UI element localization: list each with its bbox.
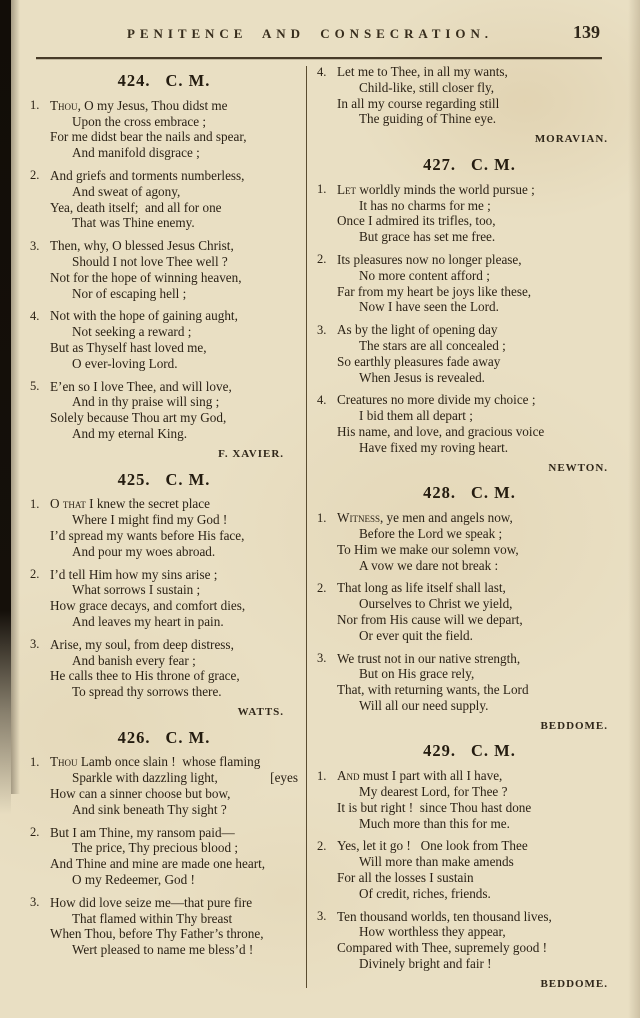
verse-line: That, with returning wants, the Lord	[337, 682, 529, 698]
verse	[317, 392, 622, 455]
verse-lines	[337, 392, 622, 455]
verse	[317, 64, 622, 127]
verse-line: And sweat of agony,	[72, 183, 181, 199]
smallcaps-lead: O that	[50, 496, 86, 512]
verse-line: Nor from His cause will we depart,	[337, 611, 523, 627]
verse-number: 1.	[317, 510, 327, 525]
verse-line: For me didst bear the nails and spear,	[50, 129, 247, 145]
verse	[30, 825, 298, 888]
hymn-meter: C. M.	[471, 154, 516, 174]
verse	[317, 580, 622, 643]
verse-number: 3.	[317, 651, 327, 665]
verse-line: I’d tell Him how my sins arise ;	[50, 566, 218, 582]
column-left	[30, 64, 298, 965]
verse-line: But grace has set me free.	[359, 229, 496, 245]
verse-line: And in thy praise will sing ;	[72, 394, 220, 410]
verse-lines	[337, 64, 622, 127]
smallcaps-lead: Witness	[337, 510, 380, 526]
verse-line: Will more than make amends	[359, 854, 514, 870]
hymn-meter: C. M.	[165, 469, 211, 489]
verse-number: 3.	[30, 895, 40, 910]
verse-line: I’d spread my wants before His face,	[50, 527, 245, 543]
verse	[317, 909, 622, 972]
verse-line	[50, 770, 298, 786]
verse-line: Thou, O my Jesus, Thou didst me	[50, 97, 228, 113]
verse-line: Of credit, riches, friends.	[359, 885, 491, 901]
verse-line: Creatures no more divide my choice ;	[337, 392, 536, 408]
verse-number: 3.	[317, 909, 327, 924]
verse-number: 2.	[30, 567, 40, 582]
verse-lines	[337, 768, 622, 831]
verse-line: He calls thee to His throne of grace,	[50, 668, 240, 684]
verse-number: 5.	[30, 379, 40, 394]
verse-line: O ever-loving Lord.	[72, 355, 178, 371]
verse-line: That was Thine enemy.	[72, 215, 195, 231]
verse-line: No more content afford ;	[359, 267, 490, 283]
verse-number: 4.	[30, 308, 40, 323]
verse-line: And my eternal King.	[72, 425, 187, 441]
verse-line: Not seeking a reward ;	[72, 324, 192, 340]
hymn-number: 428.	[423, 483, 456, 503]
verse-lines	[50, 168, 298, 231]
verse-line: Upon the cross embrace ;	[72, 113, 207, 129]
verse-line: In all my course regarding still	[337, 95, 500, 111]
verse-lines	[50, 825, 298, 888]
verse	[30, 98, 298, 161]
verse-line: It has no charms for me ;	[359, 197, 491, 213]
verse-line: Divinely bright and fair !	[359, 956, 492, 972]
page-number: 139	[573, 22, 600, 42]
column-right	[317, 64, 622, 1000]
verse-line: O my Redeemer, God !	[72, 872, 195, 888]
verse-line: And Thine and mine are made one heart,	[50, 856, 266, 872]
verse-line-text: Sparkle with dazzling light,	[72, 770, 218, 786]
hymn-heading	[30, 469, 298, 489]
verse-line: Child-like, still closer fly,	[359, 79, 495, 95]
verse-line: The guiding of Thine eye.	[359, 111, 497, 127]
verse	[317, 182, 622, 245]
verse	[317, 768, 622, 831]
verse-line: How worthless they appear,	[359, 924, 506, 940]
attribution: BEDDOME.	[540, 719, 608, 732]
verse-line: Ourselves to Christ we yield,	[359, 596, 513, 612]
verse-lines	[50, 567, 298, 630]
verse-line: Solely because Thou art my God,	[50, 410, 227, 426]
verse-lines	[50, 496, 298, 559]
page-edge-shading	[628, 0, 640, 1018]
verse-number: 1.	[317, 768, 327, 783]
verse-line: The stars are all concealed ;	[359, 337, 506, 353]
smallcaps-lead: And	[337, 768, 360, 784]
verse-lines	[50, 238, 298, 301]
attribution: WATTS.	[237, 705, 284, 718]
verse-line: Let worldly minds the world pursue ;	[337, 181, 535, 197]
verse-lines	[50, 98, 298, 161]
verse-line: That flamed within Thy breast	[72, 910, 233, 926]
verse-line: Compared with Thee, supremely good !	[337, 940, 547, 956]
verse-line: Should I not love Thee well ?	[72, 253, 228, 269]
verse-line: E’en so I love Thee, and will love,	[50, 378, 232, 394]
verse-line: Let me to Thee, in all my wants,	[337, 64, 508, 79]
attribution: F. XAVIER.	[218, 447, 284, 460]
verse-number: 1.	[30, 754, 40, 769]
verse-lines	[50, 637, 298, 700]
verse-line: Yea, death itself; and all for one	[50, 199, 222, 215]
verse-line: Wert pleased to name me bless’d !	[72, 942, 254, 958]
verse-line: Not with the hope of gaining aught,	[50, 308, 238, 324]
smallcaps-lead: Let	[337, 181, 357, 197]
verse-number: 2.	[30, 825, 40, 840]
verse-line: Then, why, O blessed Jesus Christ,	[50, 238, 234, 254]
verse-line: Witness, ye men and angels now,	[337, 510, 513, 526]
verse-lines	[337, 909, 622, 972]
verse-line: But I am Thine, my ransom paid—	[50, 824, 235, 840]
verse-line: Yes, let it go ! One look from Thee	[337, 838, 528, 854]
verse-line: Much more than this for me.	[359, 815, 510, 831]
verse-number: 4.	[317, 392, 327, 407]
verse-line: Arise, my soul, from deep distress,	[50, 636, 234, 652]
verse	[30, 754, 298, 817]
verse-line: Where I might find my God !	[72, 512, 228, 528]
verse-lines	[337, 182, 622, 245]
verse-line: Have fixed my roving heart.	[359, 439, 509, 455]
verse-line: How grace decays, and comfort dies,	[50, 598, 246, 614]
verse-lines	[337, 651, 622, 714]
verse-lines	[337, 580, 622, 643]
attribution: MORAVIAN.	[534, 133, 608, 146]
hymn-heading	[317, 154, 622, 174]
hymn-meter: C. M.	[165, 71, 211, 90]
verse-line: And pour my woes abroad.	[72, 543, 216, 559]
verse-line: And griefs and torments numberless,	[50, 167, 245, 183]
verse-line: And banish every fear ;	[72, 652, 196, 668]
verse-line: Or ever quit the field.	[359, 627, 473, 643]
attribution: NEWTON.	[548, 461, 608, 474]
hymn-meter: C. M.	[165, 727, 211, 747]
hymn-number: 427.	[423, 154, 456, 174]
hymn-number: 429.	[423, 741, 456, 761]
running-title: PENITENCE AND CONSECRATION.	[127, 26, 493, 41]
verse-line: To Him we make our solemn vow,	[337, 541, 519, 557]
verse-number: 1.	[317, 182, 327, 197]
hymn-heading	[30, 727, 298, 747]
verse-line: Now I have seen the Lord.	[359, 299, 499, 315]
verse-line: Once I admired its trifles, too,	[337, 213, 496, 229]
verse	[30, 379, 298, 442]
hymn-heading	[30, 73, 298, 89]
hymn-meter: C. M.	[471, 741, 516, 761]
verse	[317, 510, 622, 573]
verse	[317, 651, 622, 714]
verse-number: 3.	[30, 637, 40, 652]
verse-number: 2.	[317, 580, 327, 595]
verse-line: As by the light of opening day	[337, 322, 498, 338]
column-divider	[306, 66, 307, 988]
verse	[30, 496, 298, 559]
verse-line: O that I knew the secret place	[50, 496, 210, 512]
verse-number: 4.	[317, 64, 327, 79]
verse-line: And sink beneath Thy sight ?	[72, 801, 227, 817]
verse-line: But on His grace rely,	[359, 666, 475, 682]
hymn-meter: C. M.	[471, 483, 516, 503]
verse-line: When Thou, before Thy Father’s throne,	[50, 926, 264, 942]
verse	[317, 838, 622, 901]
verse-line: And manifold disgrace ;	[72, 145, 200, 161]
verse-lines	[337, 510, 622, 573]
verse-lines	[50, 754, 298, 817]
verse-line: Ten thousand worlds, ten thousand lives,	[337, 908, 552, 924]
verse-number: 2.	[30, 168, 40, 183]
verse-number: 3.	[30, 238, 40, 253]
book-gutter-shadow	[0, 0, 11, 1018]
verse-line: What sorrows I sustain ;	[72, 582, 201, 598]
smallcaps-lead: Thou	[50, 754, 78, 770]
verse-lines	[337, 252, 622, 315]
verse-line: My dearest Lord, for Thee ?	[359, 784, 508, 800]
attribution: BEDDOME.	[540, 977, 608, 990]
book-gutter-shadow-soft	[11, 0, 20, 794]
verse	[317, 252, 622, 315]
verse-line: Its pleasures now no longer please,	[337, 251, 522, 267]
hymn-heading	[317, 485, 622, 501]
verse-line: That long as life itself shall last,	[337, 580, 506, 596]
verse-line: But as Thyself hast loved me,	[50, 339, 207, 355]
verse-line: How did love seize me—that pure fire	[50, 894, 253, 910]
verse-lines	[50, 379, 298, 442]
verse-number: 1.	[30, 98, 40, 113]
verse-number: 2.	[317, 252, 327, 267]
hymn-heading	[317, 743, 622, 759]
verse-line: It is but right ! since Thou hast done	[337, 799, 532, 815]
verse-line: Thou Lamb once slain ! whose flaming	[50, 754, 261, 770]
hymn-number: 424.	[117, 71, 151, 90]
verse	[30, 637, 298, 700]
verse	[30, 238, 298, 301]
verse-line: Not for the hope of winning heaven,	[50, 269, 242, 285]
verse-line: The price, Thy precious blood ;	[72, 840, 239, 856]
verse-line: We trust not in our native strength,	[337, 650, 521, 666]
verse-lines	[337, 322, 622, 385]
verse-number: 3.	[317, 322, 327, 337]
verse-lines	[337, 838, 622, 901]
header-rule	[36, 57, 602, 59]
verse-line: Before the Lord we speak ;	[359, 525, 503, 541]
verse-line: Nor of escaping hell ;	[72, 285, 187, 301]
smallcaps-lead: Thou	[50, 97, 78, 113]
verse-line: So earthly pleasures fade away	[337, 353, 501, 369]
verse-line: I bid them all depart ;	[359, 408, 473, 424]
verse-line: How can a sinner choose but bow,	[50, 786, 231, 802]
verse-line: Will all our need supply.	[359, 697, 489, 713]
verse-line-catchword: [eyes	[270, 770, 298, 786]
verse-number: 1.	[30, 496, 40, 511]
verse-line: When Jesus is revealed.	[359, 369, 485, 385]
verse-line: To spread thy sorrows there.	[72, 684, 222, 700]
hymn-number: 426.	[117, 727, 151, 747]
page-body	[30, 64, 622, 1000]
verse-line: And must I part with all I have,	[337, 768, 503, 784]
verse-line: For all the losses I sustain	[337, 870, 474, 886]
verse-line: A vow we dare not break :	[359, 557, 499, 573]
verse-lines	[50, 895, 298, 958]
verse-lines	[50, 308, 298, 371]
verse	[30, 308, 298, 371]
verse-line: His name, and love, and gracious voice	[337, 423, 545, 439]
verse-number: 2.	[317, 838, 327, 853]
hymn-number: 425.	[117, 469, 151, 489]
verse	[30, 895, 298, 958]
verse-line: And leaves my heart in pain.	[72, 613, 224, 629]
verse	[30, 567, 298, 630]
verse-line: Far from my heart be joys like these,	[337, 283, 532, 299]
verse	[30, 168, 298, 231]
verse	[317, 322, 622, 385]
